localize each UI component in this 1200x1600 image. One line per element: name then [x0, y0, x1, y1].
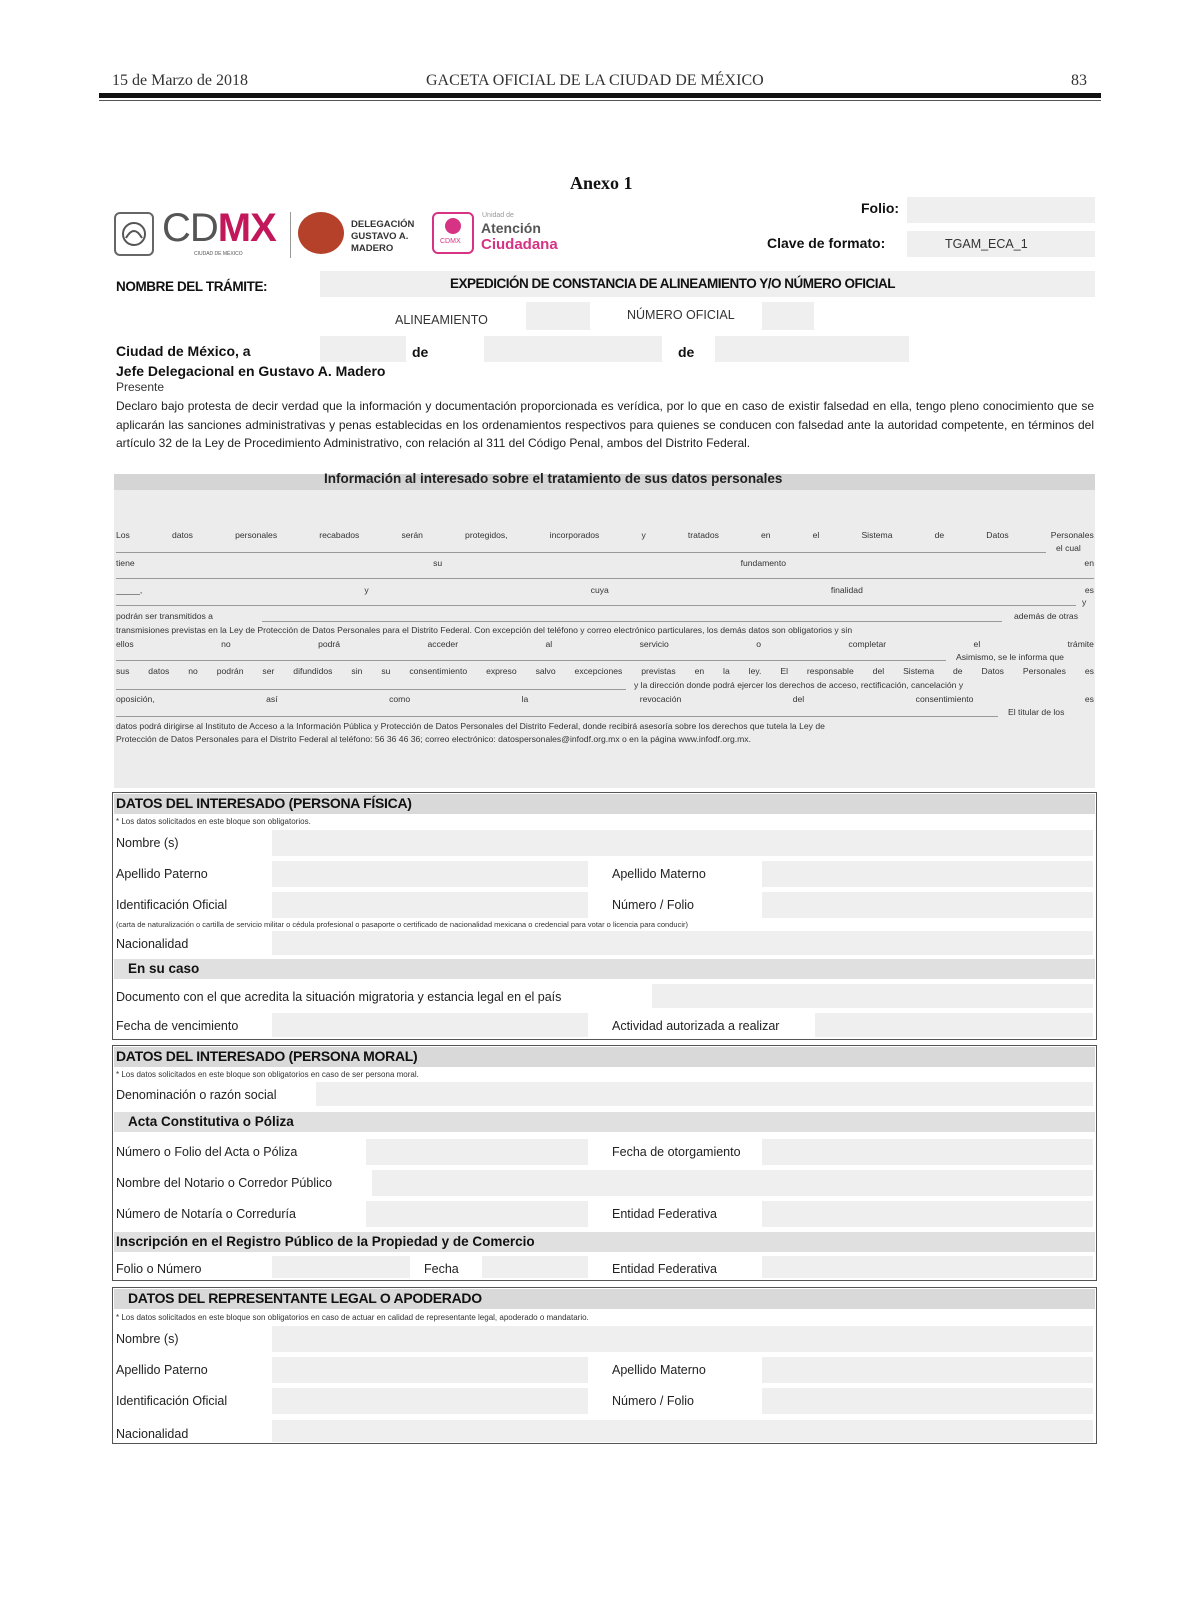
city-date-label: Ciudad de México, a [116, 343, 251, 359]
logo-divider [290, 212, 291, 258]
clave-value: TGAM_ECA_1 [945, 237, 1028, 251]
tramite-field [320, 271, 1095, 297]
fisica-actividad-input[interactable] [815, 1013, 1093, 1037]
representante-apellido-paterno-input[interactable] [272, 1357, 588, 1383]
moral-fecha-otorgamiento-input[interactable] [762, 1139, 1093, 1165]
tramite-value: EXPEDICIÓN DE CONSTANCIA DE ALINEAMIENTO Y/O NÚMERO OFICIAL [450, 276, 896, 291]
delegacion-logo-emblem [298, 212, 344, 254]
privacy-title: Información al interesado sobre el tratamiento de sus datos personales [324, 471, 783, 486]
persona-fisica-note: * Los datos solicitados en este bloque son obligatorios. [116, 817, 311, 826]
moral-denominacion-input[interactable] [316, 1082, 1093, 1106]
representante-numero-folio-input[interactable] [762, 1388, 1093, 1414]
moral-entidad2-label: Entidad Federativa [612, 1262, 717, 1276]
declaration-paragraph: Declaro bajo protesta de decir verdad que la información y documentación proporcionada es verídica, por lo que en caso de existir falsedad en ella, tengo pleno conocimiento que se aplicarán las sanciones administrativas y penas establecidas en los ordenamientos respectivos para quienes se conducen con falsedad ante la autoridad competente, en términos del artículo 32 de la Ley de Procedimiento Administrativo, con relación al 311 del Código Penal, ambos del Distrito Federal. [116, 399, 1094, 450]
moral-fecha-input[interactable] [482, 1256, 588, 1278]
atencion-logo-line-2: Ciudadana [481, 236, 558, 253]
option-numero-checkbox[interactable] [762, 302, 814, 330]
clave-label: Clave de formato: [767, 235, 886, 251]
moral-fecha-otorgamiento-label: Fecha de otorgamiento [612, 1145, 741, 1159]
fisica-fecha-vencimiento-input[interactable] [272, 1013, 588, 1037]
privacy-line-6b: Asimismo, se le informa que [956, 652, 1064, 662]
fisica-nacionalidad-label: Nacionalidad [116, 937, 189, 951]
cdmx-logo-subtitle: CIUDAD DE MÉXICO [194, 251, 243, 257]
privacy-blank-7 [116, 689, 626, 690]
representante-nombre-label: Nombre (s) [116, 1332, 179, 1346]
persona-moral-header: DATOS DEL INTERESADO (PERSONA MORAL) [116, 1048, 418, 1064]
moral-notario-label: Nombre del Notario o Corredor Público [116, 1176, 333, 1190]
privacy-blank-4 [262, 621, 1002, 622]
persona-moral-note: * Los datos solicitados en este bloque son obligatorios en caso de ser persona moral. [116, 1070, 419, 1079]
atencion-logo-small: Unidad de [482, 212, 514, 219]
privacy-line-9b: El titular de los [1008, 707, 1065, 717]
moral-folio-numero-input[interactable] [272, 1256, 410, 1278]
privacy-line-1: Los datos personales recabados serán protegidos, incorporados y tratados en el Sistema de Datos Personales [116, 530, 1094, 540]
moral-acta-header: Acta Constitutiva o Póliza [128, 1114, 294, 1129]
delegacion-line-3: MADERO [351, 243, 394, 254]
privacy-blank-3 [116, 605, 1076, 606]
privacy-line-11: Protección de Datos Personales para el Distrito Federal al teléfono: 56 36 46 36; correo electrónico: datospersonales@infodf.org.mx o en la página www.infodf.org.mx. [116, 734, 751, 744]
moral-denominacion-label: Denominación o razón social [116, 1088, 277, 1102]
privacy-line-4b: además de otras [1014, 611, 1079, 621]
delegacion-line-2: GUSTAVO A. [351, 231, 409, 242]
representante-note: * Los datos solicitados en este bloque son obligatorios en caso de actuar en calidad de representante legal, apoderado o mandatario. [116, 1313, 589, 1322]
representante-identificacion-label: Identificación Oficial [116, 1394, 228, 1408]
cdmx-logo-text: CDMX [162, 206, 276, 250]
representante-nombre-input[interactable] [272, 1326, 1093, 1352]
fisica-nombre-label: Nombre (s) [116, 836, 179, 850]
gazette-rule-thin [99, 100, 1101, 101]
representante-nacionalidad-label: Nacionalidad [116, 1427, 189, 1441]
privacy-blank-2 [116, 578, 1094, 579]
privacy-line-6: ellos no podrá acceder al servicio o completar el trámite [116, 639, 1094, 649]
date-month-field[interactable] [484, 336, 662, 362]
fisica-apellido-materno-input[interactable] [762, 861, 1093, 887]
moral-numero-notaria-input[interactable] [366, 1201, 588, 1227]
fisica-identificacion-note: (carta de naturalización o cartilla de servicio militar o cédula profesional o pasaporte o certificado de nacionalidad mexicana o credencial para votar o licencia para conducir) [116, 920, 688, 929]
atencion-logo-line-1: Atención [481, 220, 541, 236]
gazette-rule [99, 93, 1101, 98]
option-alineamiento-checkbox[interactable] [526, 302, 590, 330]
representante-numero-folio-label: Número / Folio [612, 1394, 694, 1408]
moral-notario-input[interactable] [372, 1170, 1093, 1196]
fisica-apellido-materno-label: Apellido Materno [612, 867, 706, 881]
moral-entidad-input[interactable] [762, 1201, 1093, 1227]
representante-identificacion-input[interactable] [272, 1388, 588, 1414]
representante-apellido-materno-label: Apellido Materno [612, 1363, 706, 1377]
fisica-documento-input[interactable] [652, 984, 1093, 1008]
privacy-line-3b: y [1082, 597, 1087, 607]
persona-moral-header-bar [114, 1047, 1095, 1067]
annex-title: Anexo 1 [570, 173, 633, 193]
fisica-nombre-input[interactable] [272, 830, 1093, 856]
moral-registro-header: Inscripción en el Registro Público de la Propiedad y de Comercio [116, 1234, 535, 1249]
gazette-page-number: 83 [1071, 72, 1087, 89]
privacy-line-4a: podrán ser transmitidos a [116, 611, 213, 621]
moral-folio-numero-label: Folio o Número [116, 1262, 202, 1276]
moral-entidad2-input[interactable] [762, 1256, 1093, 1278]
moral-numero-notaria-label: Número de Notaría o Correduría [116, 1207, 296, 1221]
moral-numero-acta-label: Número o Folio del Acta o Póliza [116, 1145, 298, 1159]
clave-field [907, 231, 1095, 257]
fisica-nacionalidad-input[interactable] [272, 931, 1093, 955]
representante-header: DATOS DEL REPRESENTANTE LEGAL O APODERADO [128, 1290, 482, 1306]
privacy-line-9: oposición, así como la revocación del consentimiento es [116, 694, 1094, 704]
presente-text: Presente [116, 380, 165, 394]
persona-fisica-header-bar [114, 794, 1095, 814]
date-day-field[interactable] [320, 336, 406, 362]
addressee: Jefe Delegacional en Gustavo A. Madero [116, 363, 386, 379]
fisica-apellido-paterno-input[interactable] [272, 861, 588, 887]
option-alineamiento-label: ALINEAMIENTO [395, 313, 488, 327]
folio-field[interactable] [907, 197, 1095, 223]
fisica-en-su-caso-header: En su caso [128, 961, 200, 976]
privacy-line-7: sus datos no podrán ser difundidos sin su consentimiento expreso salvo excepciones previstas en la ley. El responsable del Sistema de Datos Personales es [116, 666, 1094, 676]
atencion-badge-text: CDMX [440, 238, 461, 245]
privacy-blank-1 [116, 552, 1046, 553]
privacy-line-5: transmisiones previstas en la Ley de Protección de Datos Personales para el Distrito Federal. Con excepción del teléfono y correo electrónico particulares, los demás datos son obligatorios y sin [116, 625, 853, 635]
fisica-apellido-paterno-label: Apellido Paterno [116, 867, 208, 881]
folio-label: Folio: [861, 200, 900, 216]
moral-numero-acta-input[interactable] [366, 1139, 588, 1165]
representante-apellido-paterno-label: Apellido Paterno [116, 1363, 208, 1377]
date-de-label-1: de [412, 344, 429, 360]
representante-apellido-materno-input[interactable] [762, 1357, 1093, 1383]
privacy-blank-9 [116, 716, 998, 717]
fisica-numero-folio-input[interactable] [762, 892, 1093, 918]
date-de-label-2: de [678, 344, 695, 360]
fisica-fecha-vencimiento-label: Fecha de vencimiento [116, 1019, 239, 1033]
date-year-field[interactable] [715, 336, 909, 362]
coat-of-arms-logo [114, 212, 154, 256]
fisica-actividad-label: Actividad autorizada a realizar [612, 1019, 780, 1033]
persona-fisica-header: DATOS DEL INTERESADO (PERSONA FÍSICA) [116, 795, 412, 811]
representante-header-bar [114, 1289, 1095, 1309]
fisica-documento-label: Documento con el que acredita la situación migratoria y estancia legal en el país [116, 990, 562, 1004]
atencion-logo-badge [432, 212, 474, 254]
privacy-line-1b: el cual [1056, 543, 1081, 553]
gazette-date: 15 de Marzo de 2018 [112, 72, 248, 89]
moral-fecha-label: Fecha [424, 1262, 459, 1276]
representante-nacionalidad-input[interactable] [272, 1420, 1093, 1442]
privacy-line-8: y la dirección donde podrá ejercer los derechos de acceso, rectificación, cancelación y [634, 680, 964, 690]
privacy-line-3: _____, y cuya finalidad es [116, 585, 1094, 595]
moral-registro-bar [114, 1232, 1095, 1252]
delegacion-logo-text [351, 219, 414, 255]
cdmx-logo [162, 206, 276, 251]
privacy-blank-6 [116, 660, 946, 661]
fisica-en-su-caso-bar [114, 959, 1095, 979]
fisica-numero-folio-label: Número / Folio [612, 898, 694, 912]
fisica-identificacion-label: Identificación Oficial [116, 898, 228, 912]
option-numero-label: NÚMERO OFICIAL [627, 308, 735, 322]
delegacion-line-1: DELEGACIÓN [351, 219, 415, 230]
gazette-title: GACETA OFICIAL DE LA CIUDAD DE MÉXICO [426, 72, 764, 89]
fisica-identificacion-input[interactable] [272, 892, 588, 918]
privacy-line-2: tiene su fundamento en [116, 558, 1094, 568]
privacy-line-10: datos podrá dirigirse al Instituto de Acceso a la Información Pública y Protección de Datos Personales del Distrito Federal, donde recibirá asesoría sobre los derechos que tutela la Ley de [116, 721, 825, 731]
moral-acta-bar [114, 1112, 1095, 1132]
moral-entidad-label: Entidad Federativa [612, 1207, 717, 1221]
tramite-label: NOMBRE DEL TRÁMITE: [116, 279, 268, 294]
